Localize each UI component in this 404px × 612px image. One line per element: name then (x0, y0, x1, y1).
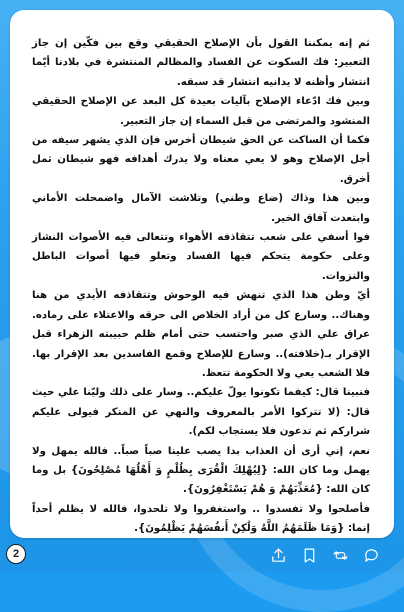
paragraph: فوا أسفي على شعب تتقاذفه الأهواء وتتعالى فيه الأصوات النشاز وعلى حكومة يتحكم فيها الفساد وتعلو فيها أصوات الباطل والنزوات. (32, 232, 370, 282)
retweet-button[interactable] (332, 547, 349, 564)
share-button[interactable] (270, 547, 287, 564)
bookmark-icon (301, 547, 318, 564)
post-text (32, 34, 370, 539)
paragraph: فنبينا قال: كيفما تكونوا يولّ عليكم.. وسار على ذلك وليّنا علي حيث قال: (لا تتركوا الأمر بالمعروف والنهي عن المنكر فيولى عليكم شراركم ثم تدعون فلا يستجاب لكم). (32, 387, 370, 438)
page-number-badge: 2 (6, 544, 26, 564)
paragraph: فأصلحوا ولا تفسدوا .. واستغفروا ولا تلحدوا، فالله لا يظلم أحداً إنما: {وَمَا ظَلَمَهُمُ اللَّهُ وَلَٰكِنْ أَنفُسَهُمْ يَظْلِمُونَ}. (32, 503, 370, 535)
paragraph: وبين فك ادّعاء الإصلاح بآليات بعيدة كل البعد عن الإصلاح الحقيقي المنشود والمرتضى من قبل السماء إن جاز التعبير. (32, 96, 370, 127)
bookmark-button[interactable] (301, 547, 318, 564)
retweet-icon (332, 547, 349, 564)
paragraph: ثم إنه يمكننا القول بأن الإصلاح الحقيقي وقع بين فكّين إن جاز التعبير: فك السكوت عن الفساد والمظالم المنتشرة في بلادنا أيّما انتشار وأظنه لا يدانيه انتشار قد سبقه. (32, 38, 370, 88)
reply-button[interactable] (363, 547, 380, 564)
action-bar (270, 547, 380, 564)
paragraph: فكما أن الساكت عن الحق شيطان أخرس فإن الذي يشهر سيفه من أجل الإصلاح وهو لا يعي معناه ولا يدرك أهدافه فهو شيطان ثمل أخرق. (32, 135, 370, 185)
reply-icon (363, 547, 380, 564)
paragraph: نعم، إني أرى أن العذاب بدا يصب علينا صباً صباً.. فالله يمهل ولا يهمل وما كان الله: {لِيُهْلِكَ الْقُرَى بِظُلْمٍ وَ أَهْلُهَا مُصْلِحُونَ} بل وما كان الله: {مُعَذِّبَهُمْ وَ هُمْ يَسْتَغْفِرُونَ}. (32, 445, 370, 496)
share-icon (270, 547, 287, 564)
post-card (10, 10, 394, 538)
paragraph: أيّ وطن هذا الذي تنهش فيه الوحوش وتتقاذفه الأيدي من هنا وهناك.. وسارع كل من أراد الخلاص الى حرقه والاعتلاء على رماده. عراق علي الذي صبر واحتسب حتى أمام ظلم حبيبته الزهراء قبل الإقرار بـ(خلافته).. وسارع للإصلاح وقمع الفاسدين بعد الإقرار بها. فلا الشعب يعي ولا الحكومة تتعظ. (32, 290, 370, 379)
paragraph: وبين هذا وذاك (ضاع وطني) وتلاشت الآمال واضمحلت الأماني وابتعدت آفاق الخير. (32, 193, 370, 224)
